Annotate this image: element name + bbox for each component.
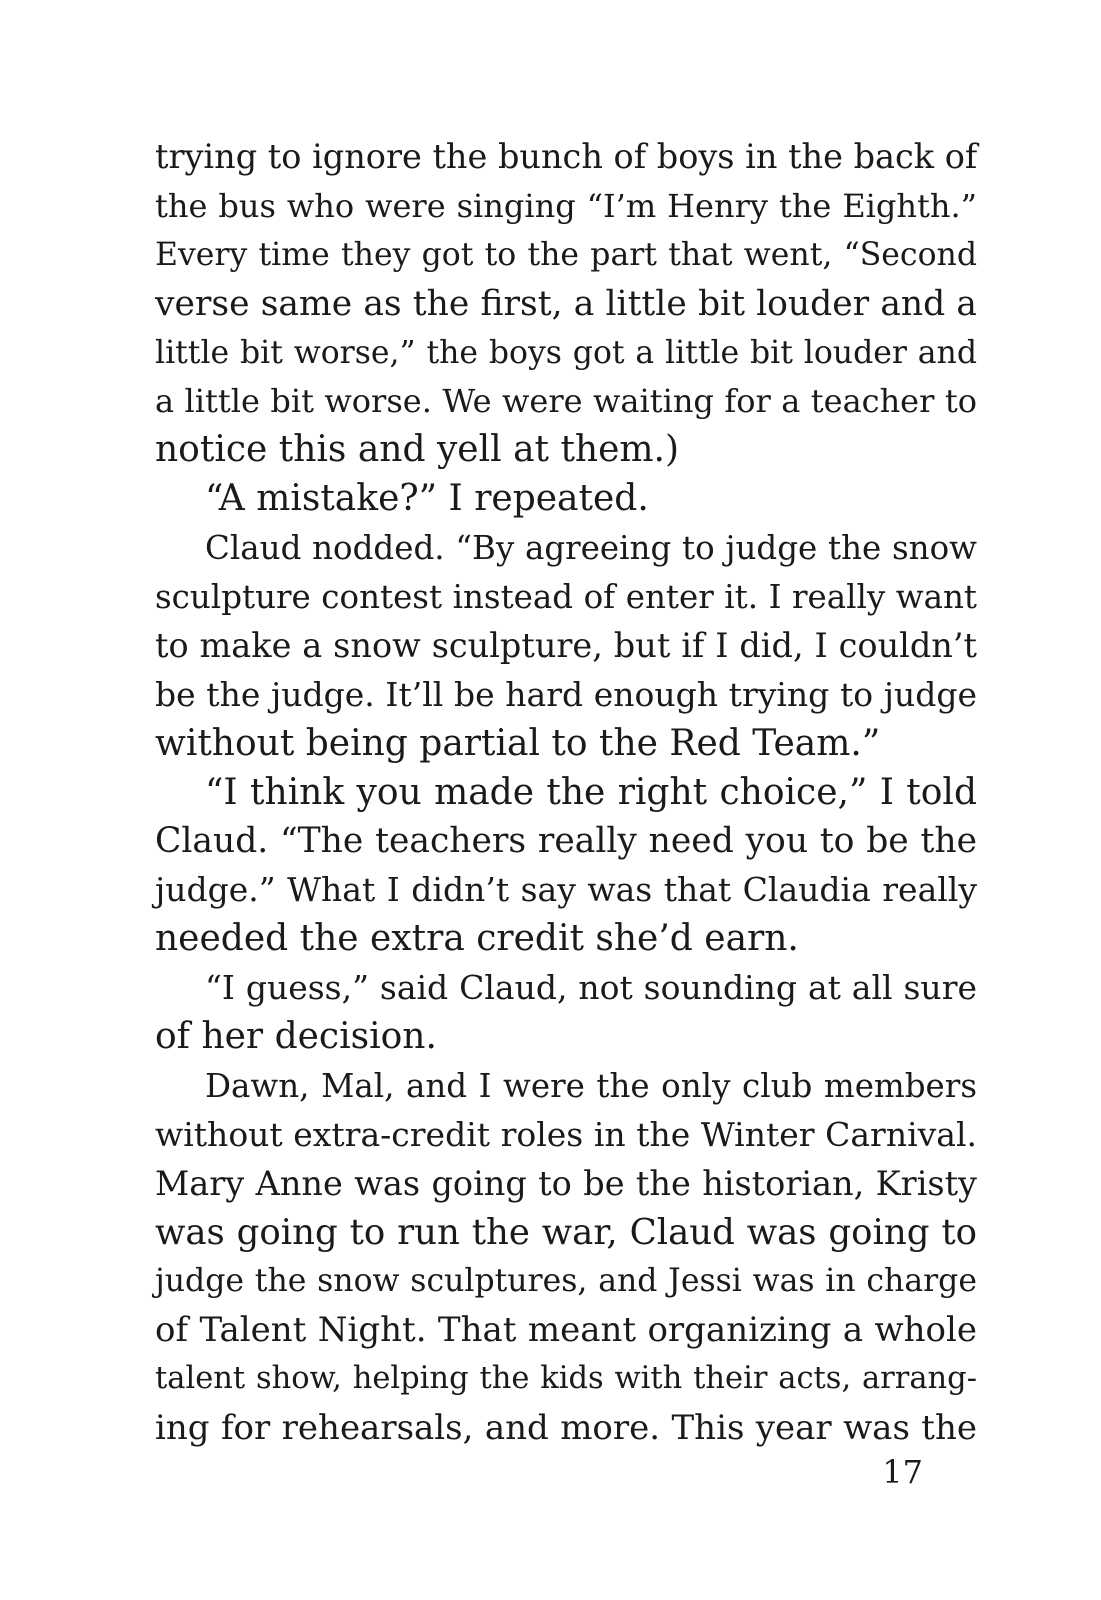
text-line: verse same as the first, a little bit louder and a (155, 283, 977, 324)
body-text (155, 133, 977, 1453)
text-line: judge.” What I didn’t say was that Claudia really (155, 870, 977, 910)
text-line: to make a snow sculpture, but if I did, I couldn’t (155, 625, 977, 665)
text-line: “I guess,” said Claud, not sounding at all sure (205, 968, 977, 1008)
text-line: ing for rehearsals, and more. This year was the (155, 1408, 977, 1449)
page-number: 17 (882, 1453, 923, 1491)
text-line: trying to ignore the bunch of boys in the back of (155, 137, 978, 176)
text-line: Claud nodded. “By agreeing to judge the snow (205, 529, 977, 568)
text-line: of her decision. (155, 1016, 437, 1058)
text-line: was going to run the war, Claud was going to (155, 1211, 977, 1253)
text-line: the bus who were singing “I’m Henry the Eighth.” (155, 186, 977, 225)
text-line: sculpture contest instead of enter it. I really want (155, 578, 977, 617)
text-line: little bit worse,” the boys got a little bit louder and (155, 334, 977, 371)
text-line: be the judge. It’ll be hard enough trying to judge (155, 674, 977, 714)
text-line: “A mistake?” I repeated. (205, 478, 649, 520)
text-line: talent show, helping the kids with their acts, arrang- (155, 1361, 977, 1397)
text-line: Dawn, Mal, and I were the only club members (205, 1066, 977, 1105)
text-line: Every time they got to the part that went, “Second (155, 236, 977, 273)
text-line: “I think you made the right choice,” I told (205, 771, 977, 813)
text-line: Claud. “The teachers really need you to be the (155, 821, 977, 862)
text-line: of Talent Night. That meant organizing a whole (155, 1310, 977, 1351)
text-line: a little bit worse. We were waiting for a teacher to (155, 382, 977, 421)
text-line: without extra-credit roles in the Winter Carnival. (155, 1114, 977, 1154)
text-line: needed the extra credit she’d earn. (155, 918, 799, 960)
text-line: without being partial to the Red Team.” (155, 722, 881, 764)
text-line: judge the snow sculptures, and Jessi was in charge (155, 1263, 977, 1300)
text-line: Mary Anne was going to be the historian, Kristy (155, 1163, 977, 1203)
text-line: notice this and yell at them.) (155, 429, 680, 471)
